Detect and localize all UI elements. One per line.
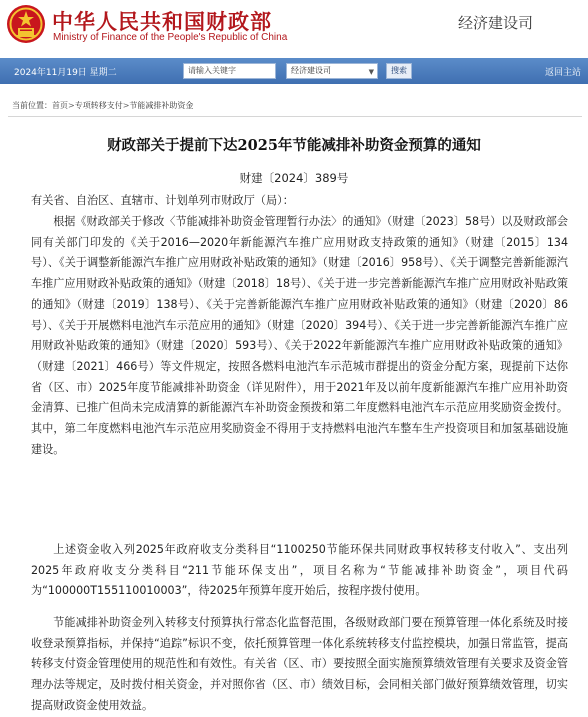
breadcrumb: [12, 100, 193, 111]
breadcrumb-separator-icon: >: [68, 101, 75, 110]
chevron-down-icon: ▼: [368, 68, 374, 76]
breadcrumb-item-transfer[interactable]: 专项转移支付: [74, 101, 123, 110]
search-scope-value: 经济建设司: [291, 66, 331, 75]
search-scope-select[interactable]: [286, 63, 378, 79]
ministry-name-cn[interactable]: 中华人民共和国财政部: [52, 9, 272, 34]
search-input[interactable]: 请输入关键字: [183, 63, 276, 79]
breadcrumb-home[interactable]: 首页: [52, 101, 68, 110]
nav-toolbar: [0, 58, 588, 84]
breadcrumb-separator-icon: >: [122, 101, 130, 110]
search-button[interactable]: 搜索: [386, 63, 412, 79]
breadcrumb-item-current[interactable]: 节能减排补助资金: [129, 101, 194, 110]
salutation: 有关省、自治区、直辖市、计划单列市财政厅（局）：: [31, 194, 294, 207]
breadcrumb-label: 当前位置：: [12, 101, 52, 110]
site-header: [0, 0, 588, 58]
article-paragraph: 上述资金收入列2025年政府收支分类科目“1100250节能环保共同财政事权转移支付收入”、支出列2025年政府收支分类科目“211节能环保支出”，项目名称为“节能减排补助资金”，项目代码为“100000T155110010003”，待2025年预算年度开始后，按程序拨付使用。: [31, 543, 568, 598]
current-date: 2024年11月19日 星期二: [14, 68, 117, 78]
department-name: 经济建设司: [458, 14, 534, 32]
national-emblem-icon[interactable]: [6, 4, 46, 44]
article-paragraph: 根据《财政部关于修改〈节能减排补助资金管理暂行办法〉的通知》（财建〔2023〕58号）以及财政部会同有关部门印发的《关于2016—2020年新能源汽车推广应用财政支持政策的通知》（财建〔2015〕134号）、《关于调整新能源汽车推广应用财政补贴政策的通知》（财建〔2016〕958号）、《关于调整完善新能源汽车推广应用财政补贴政策的通知》（财建〔2018〕18号）、《关于进一步完善新能源汽车推广应用财政补贴政策的通知》（财建〔2019〕138号）、《关于完善新能源汽车推广应用财政补贴政策的通知》（财建〔2020〕86号）、《关于开展燃料电池汽车示范应用的通知》（财建〔2020〕394号）、《关于进一步完善新能源汽车推广应用财政补贴政策的通知》（财建〔2020〕593号）、《关于2022年新能源汽车推广应用财政补贴政策的通知》（财建〔2021〕466号）等文件规定，按照各燃料电池汽车示范城市群提出的资金分配方案，现提前下达你省（区、市）2025年度节能减排补助资金（详见附件），用于2021年及以前年度新能源汽车推广应用补助资金清算、已推广但尚未完成清算的新能源汽车补助资金预拨和第二年度燃料电池汽车示范应用奖励资金拨付。其中，第二年度燃料电池汽车示范应用奖励资金不得用于支持燃料电池汽车整车生产投资项目和加氢基础设施建设。: [31, 215, 568, 456]
article-title: 财政部关于提前下达2025年节能减排补助资金预算的通知: [107, 137, 481, 154]
ministry-name-en: Ministry of Finance of the People's Republic of China: [53, 32, 288, 43]
document-number: 财建〔2024〕389号: [239, 171, 349, 185]
return-main-site-link[interactable]: 返回主站: [545, 68, 582, 78]
article-paragraph: 节能减排补助资金列入转移支付预算执行常态化监督范围，各级财政部门要在预算管理一体化系统及时接收登录预算指标，并保持“追踪”标识不变，依托预算管理一体化系统转移支付监控模块，加强日常监管，提高转移支付资金管理使用的规范性和有效性。有关省（区、市）要按照全面实施预算绩效管理有关要求及资金管理办法等规定，及时拨付相关资金，并对照你省（区、市）绩效目标，会同相关部门做好预算绩效管理，切实提高财政资金使用效益。: [31, 616, 568, 712]
divider: [8, 116, 582, 117]
